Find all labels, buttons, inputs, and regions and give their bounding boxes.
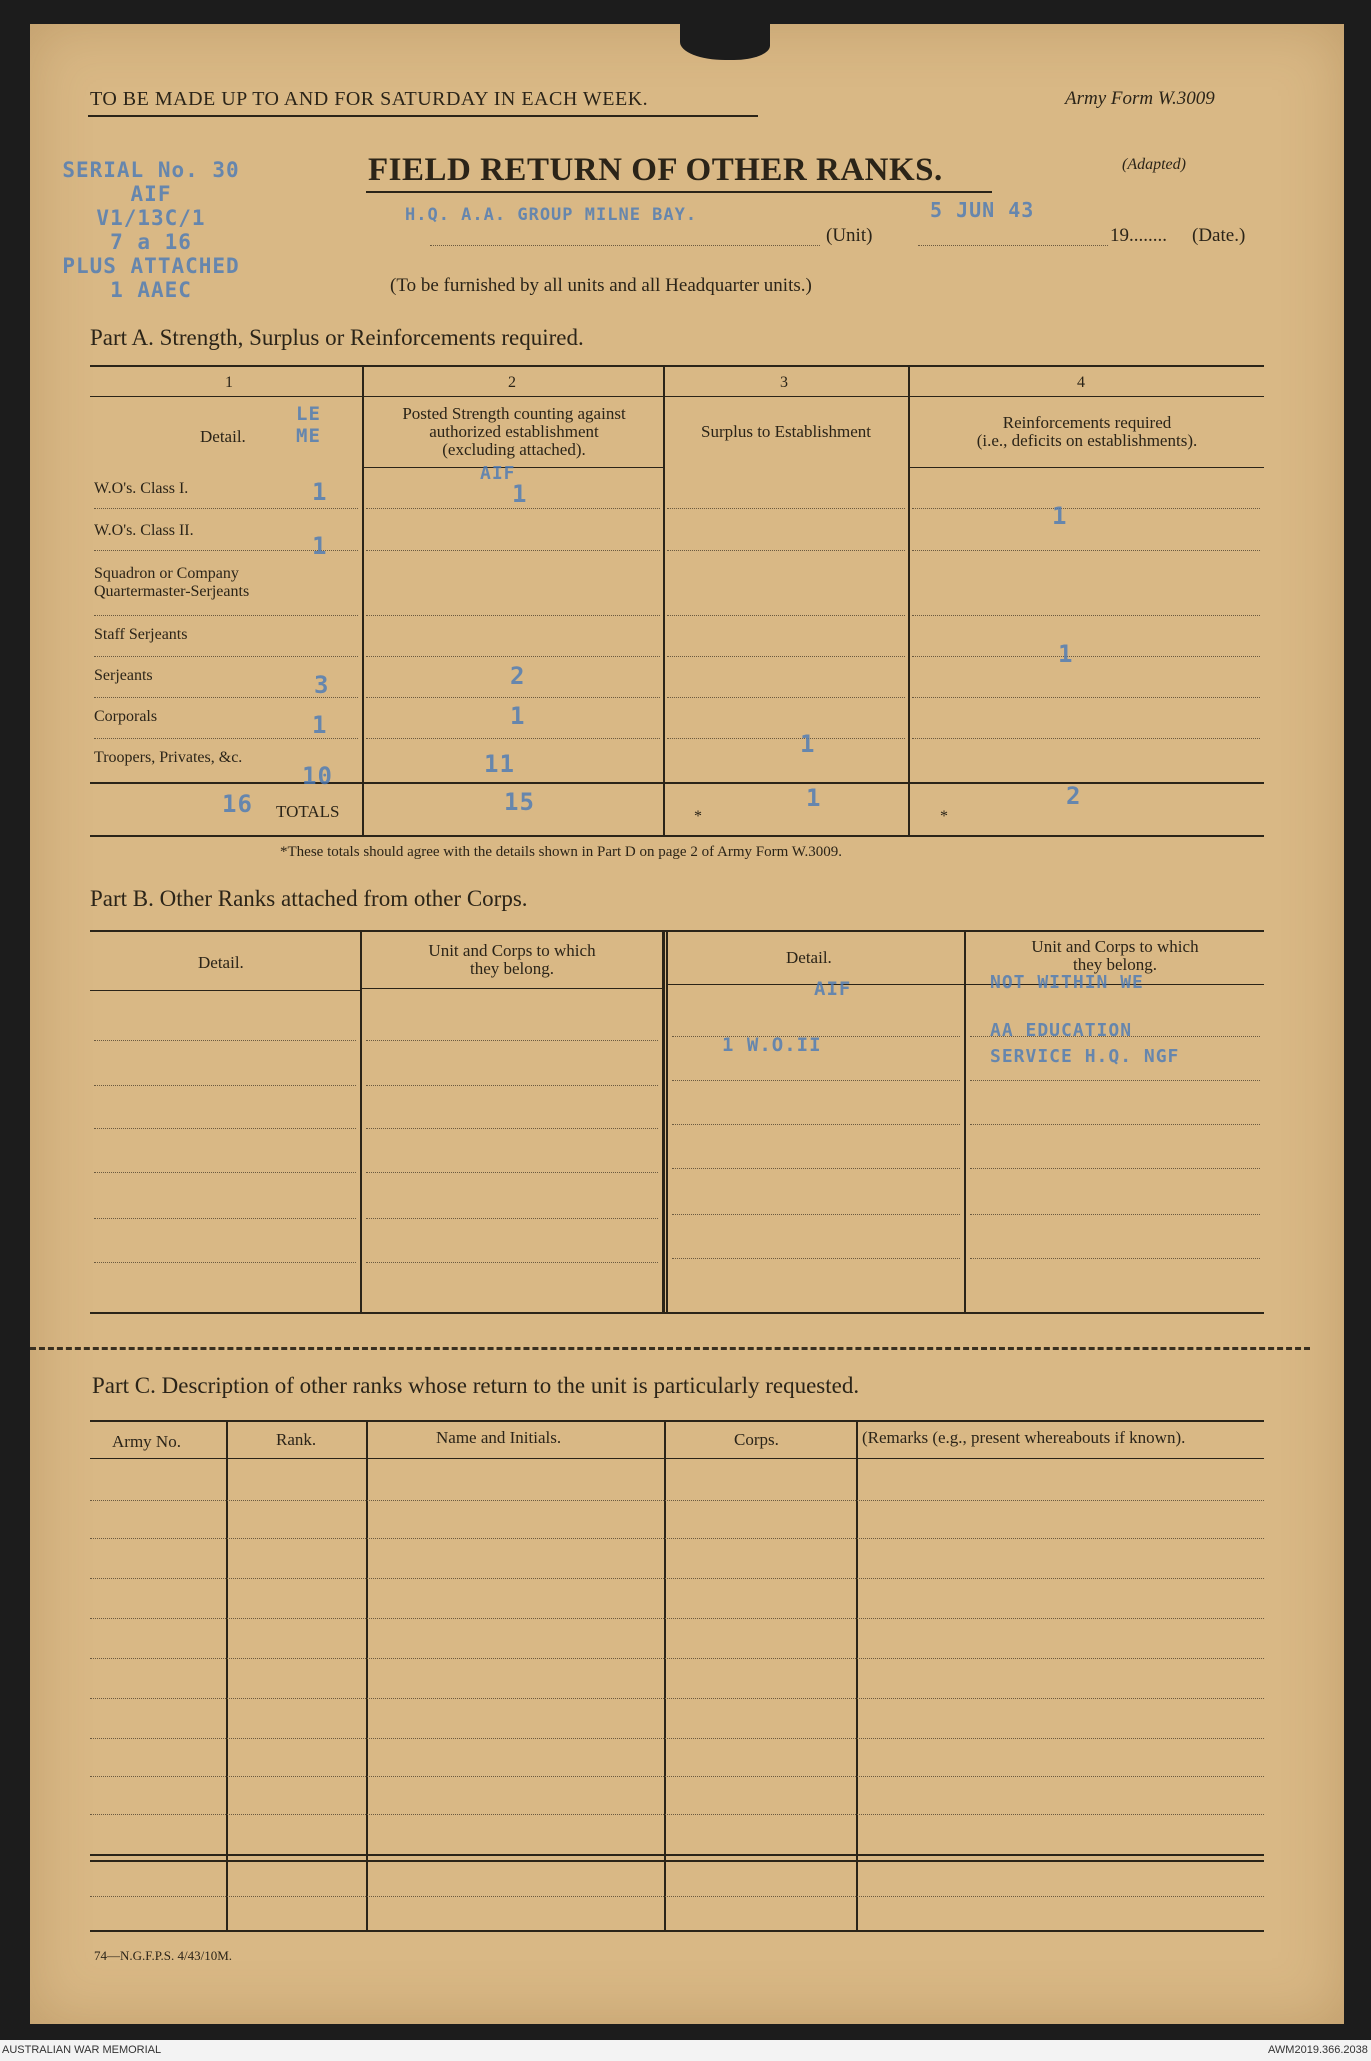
unit-field-line[interactable] <box>430 245 820 246</box>
part-a-bottom-rule <box>90 835 1264 837</box>
col-number-4: 4 <box>1077 374 1085 391</box>
posted-header <box>364 405 664 459</box>
part-b-unit-stamp-line: SERVICE H.Q. NGF <box>990 1046 1180 1067</box>
unit-label: (Unit) <box>826 225 873 246</box>
row-line <box>912 615 1260 616</box>
date-label: (Date.) <box>1192 225 1246 246</box>
part-b-heading: Part B. Other Ranks attached from other Corps. <box>90 886 528 911</box>
part-b-line <box>672 1080 960 1081</box>
part-c-heading: Part C. Description of other ranks whose return to the unit is particularly requested. <box>92 1373 860 1398</box>
archive-accession: AWM2019.366.2038 <box>1268 2044 1368 2056</box>
part-b-line <box>672 1168 960 1169</box>
part-c-line <box>90 1538 1264 1539</box>
row-line <box>94 656 358 657</box>
row-line <box>94 508 358 509</box>
part-b-line <box>970 1124 1260 1125</box>
part-b-line <box>970 1036 1260 1037</box>
surplus-value: 1 <box>800 730 816 758</box>
part-c-army-no: Army No. <box>112 1432 181 1451</box>
part-c-line <box>90 1658 1264 1659</box>
row-line <box>366 615 660 616</box>
totals-label: TOTALS <box>276 802 340 821</box>
part-c-name: Name and Initials. <box>436 1428 562 1447</box>
row-label-cqms-text: Squadron or Company Quartermaster-Serjeants <box>94 565 250 600</box>
serial-stamp-line: 1 AAEC <box>110 278 192 302</box>
print-code: 74—N.G.F.P.S. 4/43/10M. <box>94 1948 233 1963</box>
part-a-number-rule <box>90 396 1264 397</box>
part-a-top-rule <box>90 365 1264 367</box>
part-b-line <box>94 1262 356 1263</box>
part-b-line <box>366 1085 658 1086</box>
asterisk-reinf: * <box>940 808 948 825</box>
posted-header-line: (excluding attached). <box>442 440 586 459</box>
serial-stamp-line: AIF <box>130 182 172 206</box>
row-line <box>912 508 1260 509</box>
part-b-col-divider <box>964 930 966 1312</box>
part-b-unit-stamp-line: AA EDUCATION <box>990 1020 1133 1041</box>
form-id: Army Form W.3009 <box>1065 88 1215 109</box>
part-b-top-rule <box>90 930 1264 932</box>
part-a-heading: Part A. Strength, Surplus or Reinforcements required. <box>90 325 584 350</box>
part-c-line <box>90 1578 1264 1579</box>
adapted-label: (Adapted) <box>1122 156 1186 173</box>
row-line <box>366 697 660 698</box>
part-a-footnote: *These totals should agree with the details shown in Part D on page 2 of Army Form W.3009. <box>280 844 843 860</box>
total-est: 16 <box>222 790 253 818</box>
part-b-header-rule <box>362 988 662 989</box>
posted-value: 2 <box>510 662 526 690</box>
row-line <box>667 697 905 698</box>
part-b-line <box>672 1036 960 1037</box>
row-line <box>366 738 660 739</box>
header-underline <box>910 467 1264 468</box>
date-field-line[interactable] <box>918 245 1108 246</box>
row-line <box>667 508 905 509</box>
reinf-value: 1 <box>1052 502 1068 530</box>
row-line <box>94 615 358 616</box>
le-me-line: ME <box>296 425 321 447</box>
part-c-header-rule <box>90 1458 1264 1459</box>
part-b-line <box>94 1040 356 1041</box>
le-me-stamp <box>296 403 321 447</box>
part-b-line <box>366 1172 658 1173</box>
part-c-rank: Rank. <box>276 1430 317 1449</box>
est-value: 10 <box>302 762 333 790</box>
row-line <box>667 738 905 739</box>
part-c-double-rule <box>90 1860 1264 1862</box>
part-c-line <box>90 1776 1264 1777</box>
archive-footer <box>0 2040 1371 2061</box>
reinf-value: 1 <box>1058 640 1074 668</box>
part-b-line <box>94 1218 356 1219</box>
part-b-col-divider <box>666 930 668 1312</box>
part-b-unit2-header <box>966 938 1264 974</box>
year-label: 19........ <box>1110 225 1167 246</box>
row-label-wo1: W.O's. Class I. <box>94 480 189 497</box>
row-label-cqms <box>94 565 324 601</box>
part-b-line <box>94 1172 356 1173</box>
archive-name: AUSTRALIAN WAR MEMORIAL <box>2 2044 162 2056</box>
posted-value: 1 <box>512 480 528 508</box>
total-posted: 15 <box>504 788 535 816</box>
col-number-3: 3 <box>780 374 788 391</box>
part-b-line <box>672 1214 960 1215</box>
part-c-line <box>90 1738 1264 1739</box>
part-c-double-rule <box>90 1854 1264 1856</box>
part-c-bottom-rule <box>90 1930 1264 1932</box>
part-b-unit-stamp-line: NOT WITHIN WE <box>990 972 1144 993</box>
col-number-2: 2 <box>508 374 516 391</box>
posted-header-line: authorized establishment <box>429 422 599 441</box>
part-b-header-rule <box>90 990 360 991</box>
posted-header-line: Posted Strength counting against <box>402 404 626 423</box>
part-b-detail2-header: Detail. <box>786 948 832 967</box>
part-b-line <box>366 1262 658 1263</box>
part-b-col-divider <box>662 930 665 1312</box>
part-b-unit2-header-line: Unit and Corps to which <box>1031 937 1199 956</box>
reinf-header-line: Reinforcements required <box>1002 413 1172 432</box>
part-c-line <box>90 1896 1264 1897</box>
detail-header: Detail. <box>200 427 246 446</box>
part-b-unit2-header-line: they belong. <box>1072 955 1158 974</box>
part-c-corps: Corps. <box>734 1430 779 1449</box>
part-b-unit-stamp <box>990 970 1179 1070</box>
fold-line <box>30 1347 1310 1350</box>
aif-stamp-col2: AIF <box>480 463 516 484</box>
reinf-header <box>910 414 1264 450</box>
row-line <box>667 656 905 657</box>
instruction-line: TO BE MADE UP TO AND FOR SATURDAY IN EACH WEEK. <box>90 88 649 110</box>
part-b-line <box>970 1214 1260 1215</box>
part-b-line <box>672 1124 960 1125</box>
part-b-aif-stamp: AIF <box>814 978 852 1000</box>
part-b-line <box>970 1258 1260 1259</box>
part-b-detail-stamp: 1 W.O.II <box>722 1034 822 1056</box>
part-b-bottom-rule <box>90 1312 1264 1314</box>
part-b-line <box>94 1128 356 1129</box>
part-b-unit-header-line: they belong. <box>469 959 555 978</box>
serial-stamp-line: V1/13C/1 <box>96 206 206 230</box>
surplus-header: Surplus to Establishment <box>701 422 871 441</box>
col-number-1: 1 <box>225 374 233 391</box>
row-line <box>366 550 660 551</box>
row-line <box>912 738 1260 739</box>
furnish-note: (To be furnished by all units and all Headquarter units.) <box>390 275 812 296</box>
torn-corner <box>680 24 770 60</box>
part-c-line <box>90 1814 1264 1815</box>
le-me-line: LE <box>296 403 321 425</box>
row-label-cpl: Corporals <box>94 708 158 725</box>
form-title: FIELD RETURN OF OTHER RANKS. <box>368 152 943 188</box>
unit-stamp: H.Q. A.A. GROUP MILNE BAY. <box>405 205 698 225</box>
row-line <box>667 615 905 616</box>
row-line <box>667 550 905 551</box>
part-c-line <box>90 1698 1264 1699</box>
row-line <box>912 550 1260 551</box>
part-b-unit-header <box>362 942 662 978</box>
posted-value: 1 <box>510 702 526 730</box>
part-b-line <box>970 1168 1260 1169</box>
title-underline <box>366 191 992 193</box>
part-b-line <box>94 1085 356 1086</box>
part-c-line <box>90 1500 1264 1501</box>
part-b-line <box>970 1080 1260 1081</box>
part-c-remarks: (Remarks (e.g., present whereabouts if known). <box>862 1428 1186 1447</box>
reinf-header-line: (i.e., deficits on establishments). <box>976 431 1198 450</box>
row-label-sgt: Serjeants <box>94 667 153 684</box>
row-line <box>366 508 660 509</box>
total-surplus: 1 <box>806 784 822 812</box>
posted-value: 11 <box>484 750 515 778</box>
part-b-detail-header: Detail. <box>198 953 244 972</box>
part-c-top-rule <box>90 1420 1264 1422</box>
part-a-totals-rule <box>90 782 1264 784</box>
est-value: 1 <box>312 532 328 560</box>
part-b-line <box>366 1218 658 1219</box>
row-line <box>366 656 660 657</box>
asterisk-surplus: * <box>694 808 702 825</box>
row-label-wo2: W.O's. Class II. <box>94 522 194 539</box>
instruction-underline <box>88 115 758 117</box>
serial-stamp-line: PLUS ATTACHED <box>62 254 240 278</box>
row-line <box>912 656 1260 657</box>
est-value: 1 <box>312 478 328 506</box>
total-reinf: 2 <box>1066 782 1082 810</box>
part-b-unit-header-line: Unit and Corps to which <box>428 941 596 960</box>
serial-stamp <box>36 158 266 302</box>
serial-stamp-line: 7 a 16 <box>110 230 192 254</box>
est-value: 3 <box>314 671 330 699</box>
part-b-line <box>672 1258 960 1259</box>
row-line <box>912 697 1260 698</box>
part-c-line <box>90 1618 1264 1619</box>
part-b-line <box>366 1128 658 1129</box>
row-label-ssgt: Staff Serjeants <box>94 626 188 643</box>
est-value: 1 <box>312 711 328 739</box>
serial-stamp-line: SERIAL No. 30 <box>62 158 240 182</box>
part-b-line <box>366 1040 658 1041</box>
date-stamp: 5 JUN 43 <box>930 198 1035 222</box>
row-label-pte: Troopers, Privates, &c. <box>94 749 243 766</box>
